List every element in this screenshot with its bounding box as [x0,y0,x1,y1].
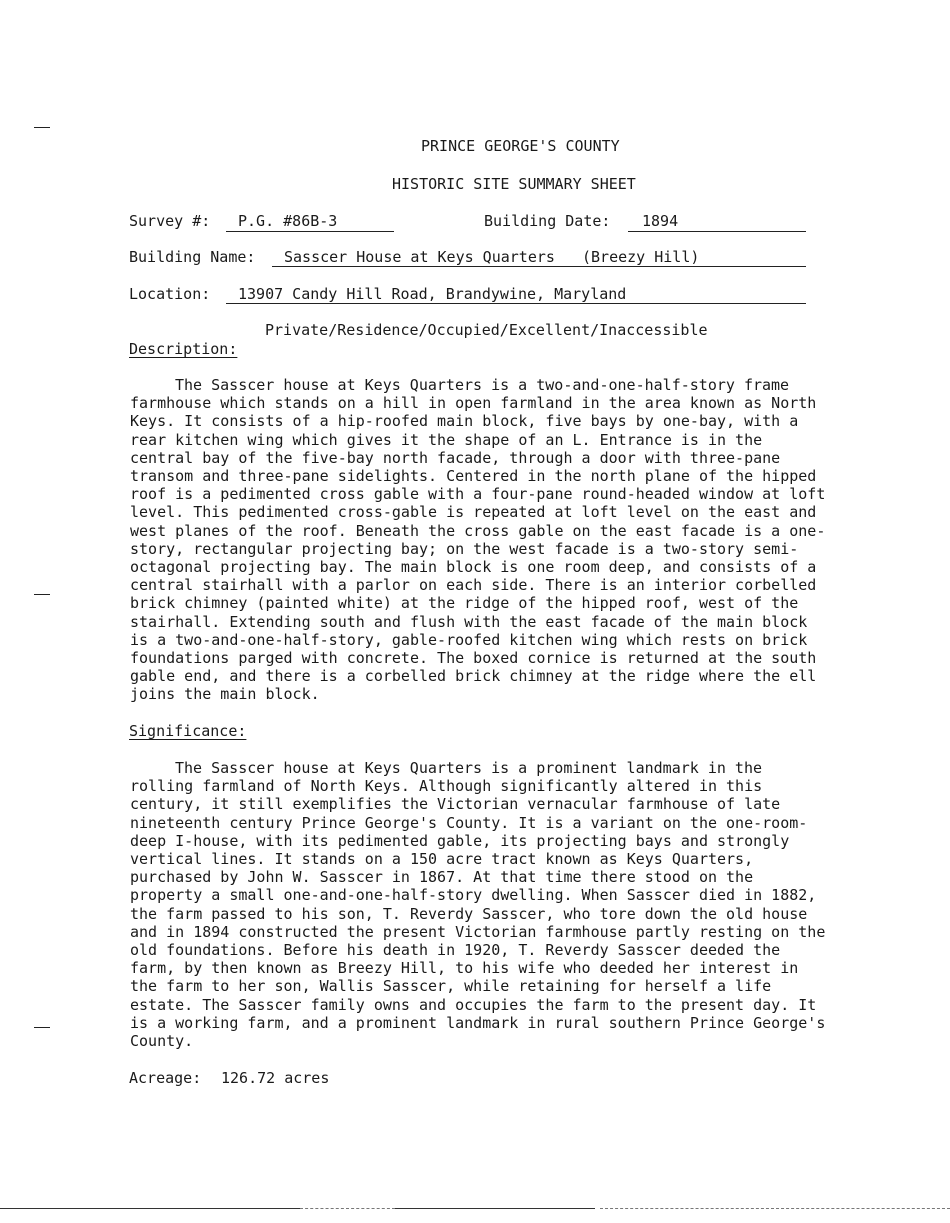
county-heading: PRINCE GEORGE'S COUNTY [421,137,620,155]
building-date-underline [628,231,806,232]
footer-rule-center [395,1208,595,1209]
building-name-alt: (Breezy Hill) [582,248,700,266]
building-date-label: Building Date: [484,212,611,230]
survey-underline [226,231,394,232]
description-paragraph: The Sasscer house at Keys Quarters is a two-and-one-half-story frame farmhouse which stands on a hill in open farmland in the area known as North Keys. It consists of a hip-roofed main block, five bays by one-bay, with a rear kitchen wing which gives it the shape of an L. Entrance is in the central bay of the five-bay north facade, through a door with three-pane transom and three-pane sidelights. Centered in the north plane of the hipped roof is a pedimented cross gable with a four-pane round-headed window at loft level. This pedimented cross-gable is repeated at loft level on the east and west planes of the roof. Beneath the cross gable on the east facade is a one-story, rectangular projecting bay; on the west facade is a two-story semi-octagonal projecting bay. The main block is one room deep, and consists of a central stairhall with a parlor on each side. There is an interior corbelled brick chimney (painted white) at the ridge of the hipped roof, west of the stairhall. Extending south and flush with the east facade of the main block is a two-and-one-half-story, gable-roofed kitchen wing which rests on brick foundations parged with concrete. The boxed cornice is returned at the south gable end, and there is a corbelled brick chimney at the ridge where the ell joins the main block. [130,376,826,704]
acreage-value: 126.72 acres [221,1069,330,1087]
footer-rule-right [600,1208,950,1209]
building-name-value: Sasscer House at Keys Quarters [284,248,555,266]
survey-value: P.G. #86B-3 [238,212,338,230]
location-underline [226,303,806,304]
significance-paragraph: The Sasscer house at Keys Quarters is a prominent landmark in the rolling farmland of North Keys. Although significantly altered in this century, it still exemplifies the Victorian vernacular farmhouse of late nineteenth century Prince George's County. It is a variant on the one-room-deep I-house, with its pedimented gable, its projecting bays and strongly vertical lines. It stands on a 150 acre tract known as Keys Quarters, purchased by John W. Sasscer in 1867. At that time there stood on the property a small one-and-one-half-story dwelling. When Sasscer died in 1882, the farm passed to his son, T. Reverdy Sasscer, who tore down the old house and in 1894 constructed the present Victorian farmhouse partly resting on the old foundations. Before his death in 1920, T. Reverdy Sasscer deeded the farm, by then known as Breezy Hill, to his wife who deeded her interest in the farm to her son, Wallis Sasscer, while retaining for herself a life estate. The Sasscer family owns and occupies the farm to the present day. It is a working farm, and a prominent landmark in rural southern Prince George's County. [130,759,826,1051]
building-name-underline [272,266,806,267]
description-heading: Description: [129,340,238,358]
survey-label: Survey #: [129,212,211,230]
footer-rule-left [0,1208,300,1209]
sheet-title: HISTORIC SITE SUMMARY SHEET [392,175,636,193]
building-date-value: 1894 [642,212,679,230]
margin-mark-middle [34,594,50,595]
location-value: 13907 Candy Hill Road, Brandywine, Maryland [238,285,627,303]
footer-rule-gap [300,1208,395,1209]
margin-mark-bottom [34,1027,50,1028]
acreage-label: Acreage: [129,1069,202,1087]
significance-heading: Significance: [129,722,247,740]
margin-mark-top [34,127,50,128]
status-line: Private/Residence/Occupied/Excellent/Inaccessible [265,321,708,339]
building-name-label: Building Name: [129,248,256,266]
location-label: Location: [129,285,211,303]
